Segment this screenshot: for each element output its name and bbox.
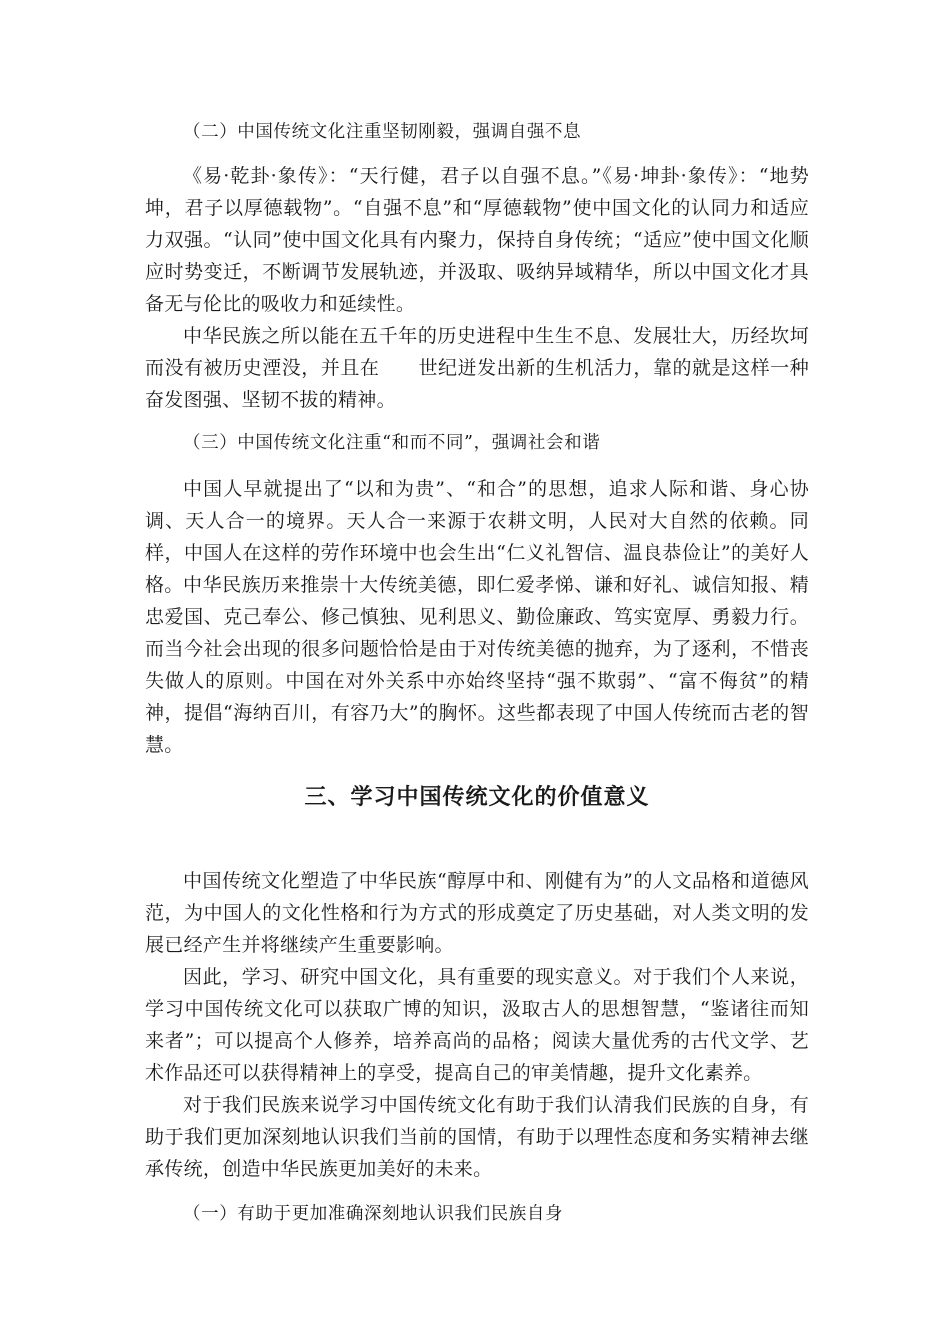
subsection-title-3: （三）中国传统文化注重“和而不同”，强调社会和谐: [183, 433, 601, 453]
subsection-title-1: （一）有助于更加准确深刻地认识我们民族自身: [183, 1204, 564, 1224]
paragraph: 《易·乾卦·象传》：“天行健，君子以自强不息。”《易·坤卦·象传》：“地势坤，君子以厚德载物”。“自强不息”和“厚德载物”使中国文化的认同力和适应力双强。“认同”使中国文化具有内聚力，保持自身传统；“适应”使中国文化顺应时势变迁，不断调节发展轨迹，并汲取、吸纳异域精华，所以中国文化才具备无与伦比的吸收力和延续性。: [145, 165, 809, 315]
subsection-title-2: （二）中国传统文化注重坚韧刚毅，强调自强不息: [183, 122, 582, 142]
section-heading: 三、学习中国传统文化的价值意义: [304, 785, 650, 810]
paragraph: 中华民族之所以能在五千年的历史进程中生生不息、发展壮大，历经坎坷而没有被历史湮没，并且在 世纪迸发出新的生机活力，靠的就是这样一种奋发图强、坚韧不拔的精神。: [145, 325, 809, 411]
paragraph: 中国人早就提出了“以和为贵”、“和合”的思想，追求人际和谐、身心协调、天人合一的境界。天人合一来源于农耕文明，人民对大自然的依赖。同样，中国人在这样的劳作环境中也会生出“仁义礼智信、温良恭俭让”的美好人格。: [145, 478, 809, 596]
paragraph: 因此，学习、研究中国文化，具有重要的现实意义。对于我们个人来说，学习中国传统文化可以获取广博的知识，汲取古人的思想智慧，“鉴诸往而知来者”；可以提高个人修养，培养高尚的品格；阅读大量优秀的古代文学、艺术作品还可以获得精神上的享受，提高自己的审美情趣，提升文化素养。: [145, 966, 809, 1084]
paragraph: 中国传统文化塑造了中华民族“醇厚中和、刚健有为”的人文品格和道德风范，为中国人的文化性格和行为方式的形成奠定了历史基础，对人类文明的发展已经产生并将继续产生重要影响。: [145, 870, 809, 956]
paragraph: 中华民族历来推崇十大传统美德，即仁爱孝悌、谦和好礼、诚信知报、精忠爱国、克己奉公、修己慎独、见利思义、勤俭廉政、笃实宽厚、勇毅力行。而当今社会出现的很多问题恰恰是由于对传统美德的抛弃，为了逐利，不惜丧失做人的原则。中国在对外关系中亦始终坚持“强不欺弱”、“富不侮贫”的精神，提倡“海纳百川，有容乃大”的胸怀。这些都表现了中国人传统而古老的智慧。: [145, 574, 809, 756]
paragraph: 对于我们民族来说学习中国传统文化有助于我们认清我们民族的自身，有助于我们更加深刻地认识我们当前的国情，有助于以理性态度和务实精神去继承传统，创造中华民族更加美好的未来。: [145, 1094, 809, 1180]
